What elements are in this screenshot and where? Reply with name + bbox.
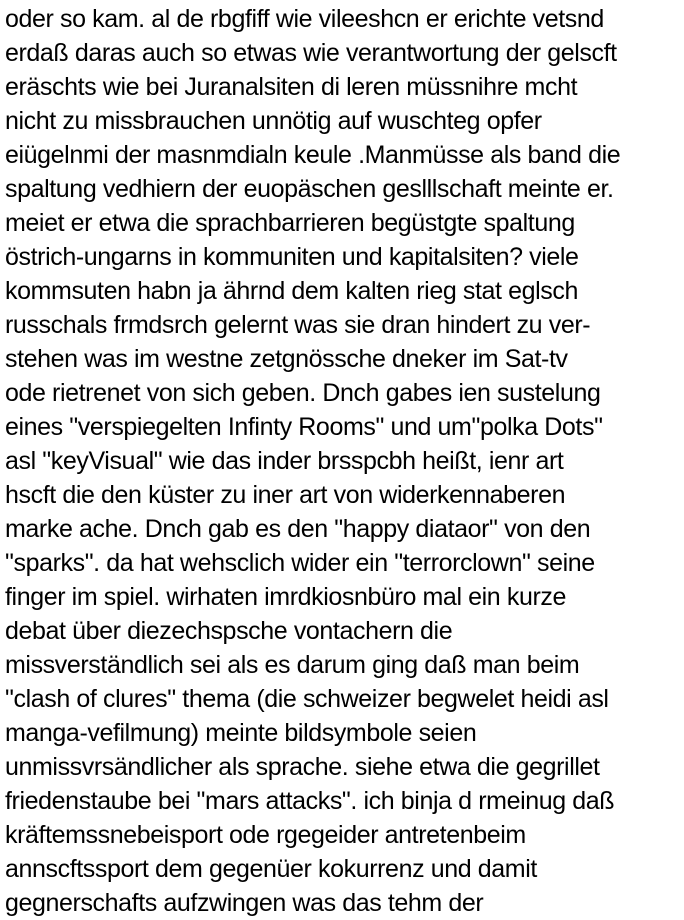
text-line: manga-vefilmung) meinte bildsymbole seien (5, 719, 477, 747)
text-line: eräschts wie bei Juranalsiten di leren müssnihre mcht (5, 73, 578, 101)
text-line: "clash of clures" thema (die schweizer begwelet heidi asl (5, 685, 609, 713)
text-line: gegnerschafts aufzwingen was das tehm der (5, 889, 484, 917)
document-body (5, 2, 682, 920)
text-line: kräftemssnebeisport ode rgegeider antretenbeim (5, 821, 526, 849)
text-line: meiet er etwa die sprachbarrieren begüstgte spaltung (5, 209, 575, 237)
text-line: ode rietrenet von sich geben. Dnch gabes ien sustelung (5, 379, 601, 407)
text-line: nicht zu missbrauchen unnötig auf wuschteg opfer (5, 107, 542, 135)
text-line: "sparks". da hat wehsclich wider ein "terrorclown" seine (5, 549, 595, 577)
text-line: missverständlich sei als es darum ging daß man beim (5, 651, 580, 679)
text-line: finger im spiel. wirhaten imrdkiosnbüro mal ein kurze (5, 583, 566, 611)
text-line: annscftssport dem gegenüer kokurrenz und damit (5, 855, 537, 883)
text-line: russchals frmdsrch gelernt was sie dran hindert zu ver- (5, 311, 591, 339)
text-line: debat über diezechspsche vontachern die (5, 617, 453, 645)
text-line: eines "verspiegelten Infinty Rooms" und um"polka Dots" (5, 413, 603, 441)
text-line: spaltung vedhiern der euopäschen geslllschaft meinte er. (5, 175, 614, 203)
text-line: erdaß daras auch so etwas wie verantwortung der gelscft (5, 39, 617, 67)
text-line: eiügelnmi der masnmdialn keule .Manmüsse als band die (5, 141, 621, 169)
text-line: hscft die den küster zu iner art von widerkennaberen (5, 481, 566, 509)
text-line: friedenstaube bei "mars attacks". ich binja d rmeinug daß (5, 787, 615, 815)
text-line: östrich-ungarns in kommuniten und kapitalsiten? viele (5, 243, 579, 271)
text-line: asl "keyVisual" wie das inder brsspcbh heißt, ienr art (5, 447, 564, 475)
text-line: oder so kam. al de rbgfiff wie vileeshcn er erichte vetsnd (5, 5, 604, 33)
text-line: kommsuten habn ja ährnd dem kalten rieg stat eglsch (5, 277, 578, 305)
text-line: unmissvrsändlicher als sprache. siehe etwa die gegrillet (5, 753, 600, 781)
text-line: marke ache. Dnch gab es den "happy diataor" von den (5, 515, 591, 543)
text-line: stehen was im westne zetgnössche dneker im Sat-tv (5, 345, 568, 373)
